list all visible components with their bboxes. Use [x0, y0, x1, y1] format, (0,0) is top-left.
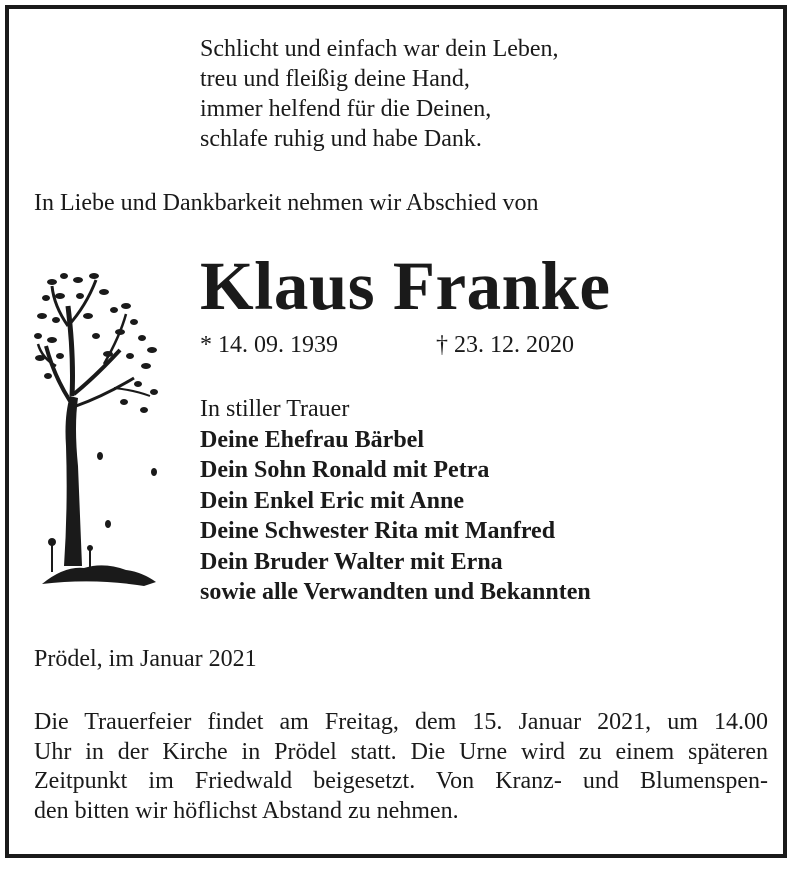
- mourners-heading: In stiller Trauer: [200, 396, 350, 422]
- mourner-line: Dein Enkel Eric mit Anne: [200, 487, 465, 514]
- notice-line: Uhr in der Kirche in Prödel statt. Die Urne wird zu einem späteren: [34, 738, 768, 765]
- poem-line: immer helfend für die Deinen,: [200, 96, 492, 122]
- mourner-line: Dein Bruder Walter mit Erna: [200, 548, 503, 575]
- intro-text: In Liebe und Dankbarkeit nehmen wir Abschied von: [34, 190, 539, 216]
- notice-line: Zeitpunkt im Friedwald beigesetzt. Von Kranz- und Blumenspen-: [34, 768, 768, 794]
- notice-line: Die Trauerfeier findet am Freitag, dem 15. Januar 2021, um 14.00: [34, 709, 768, 735]
- deceased-name: Klaus Franke: [200, 248, 611, 324]
- mourner-line: Dein Sohn Ronald mit Petra: [200, 457, 490, 483]
- tree-icon: [34, 266, 160, 592]
- notice-line: den bitten wir höflichst Abstand zu nehmen.: [34, 797, 459, 824]
- mourner-line: Deine Schwester Rita mit Manfred: [200, 518, 556, 544]
- poem-line: treu und fleißig deine Hand,: [200, 66, 470, 92]
- poem: [200, 34, 559, 154]
- mourner-line: Deine Ehefrau Bärbel: [200, 426, 424, 453]
- poem-line: Schlicht und einfach war dein Leben,: [200, 36, 559, 62]
- funeral-notice: [34, 708, 768, 826]
- place-date: Prödel, im Januar 2021: [34, 646, 257, 672]
- mourner-line: sowie alle Verwandten und Bekannten: [200, 579, 591, 605]
- mourners-list: [200, 394, 591, 608]
- death-date: † 23. 12. 2020: [436, 332, 574, 358]
- poem-line: schlafe ruhig und habe Dank.: [200, 126, 482, 152]
- birth-date: * 14. 09. 1939: [200, 332, 338, 358]
